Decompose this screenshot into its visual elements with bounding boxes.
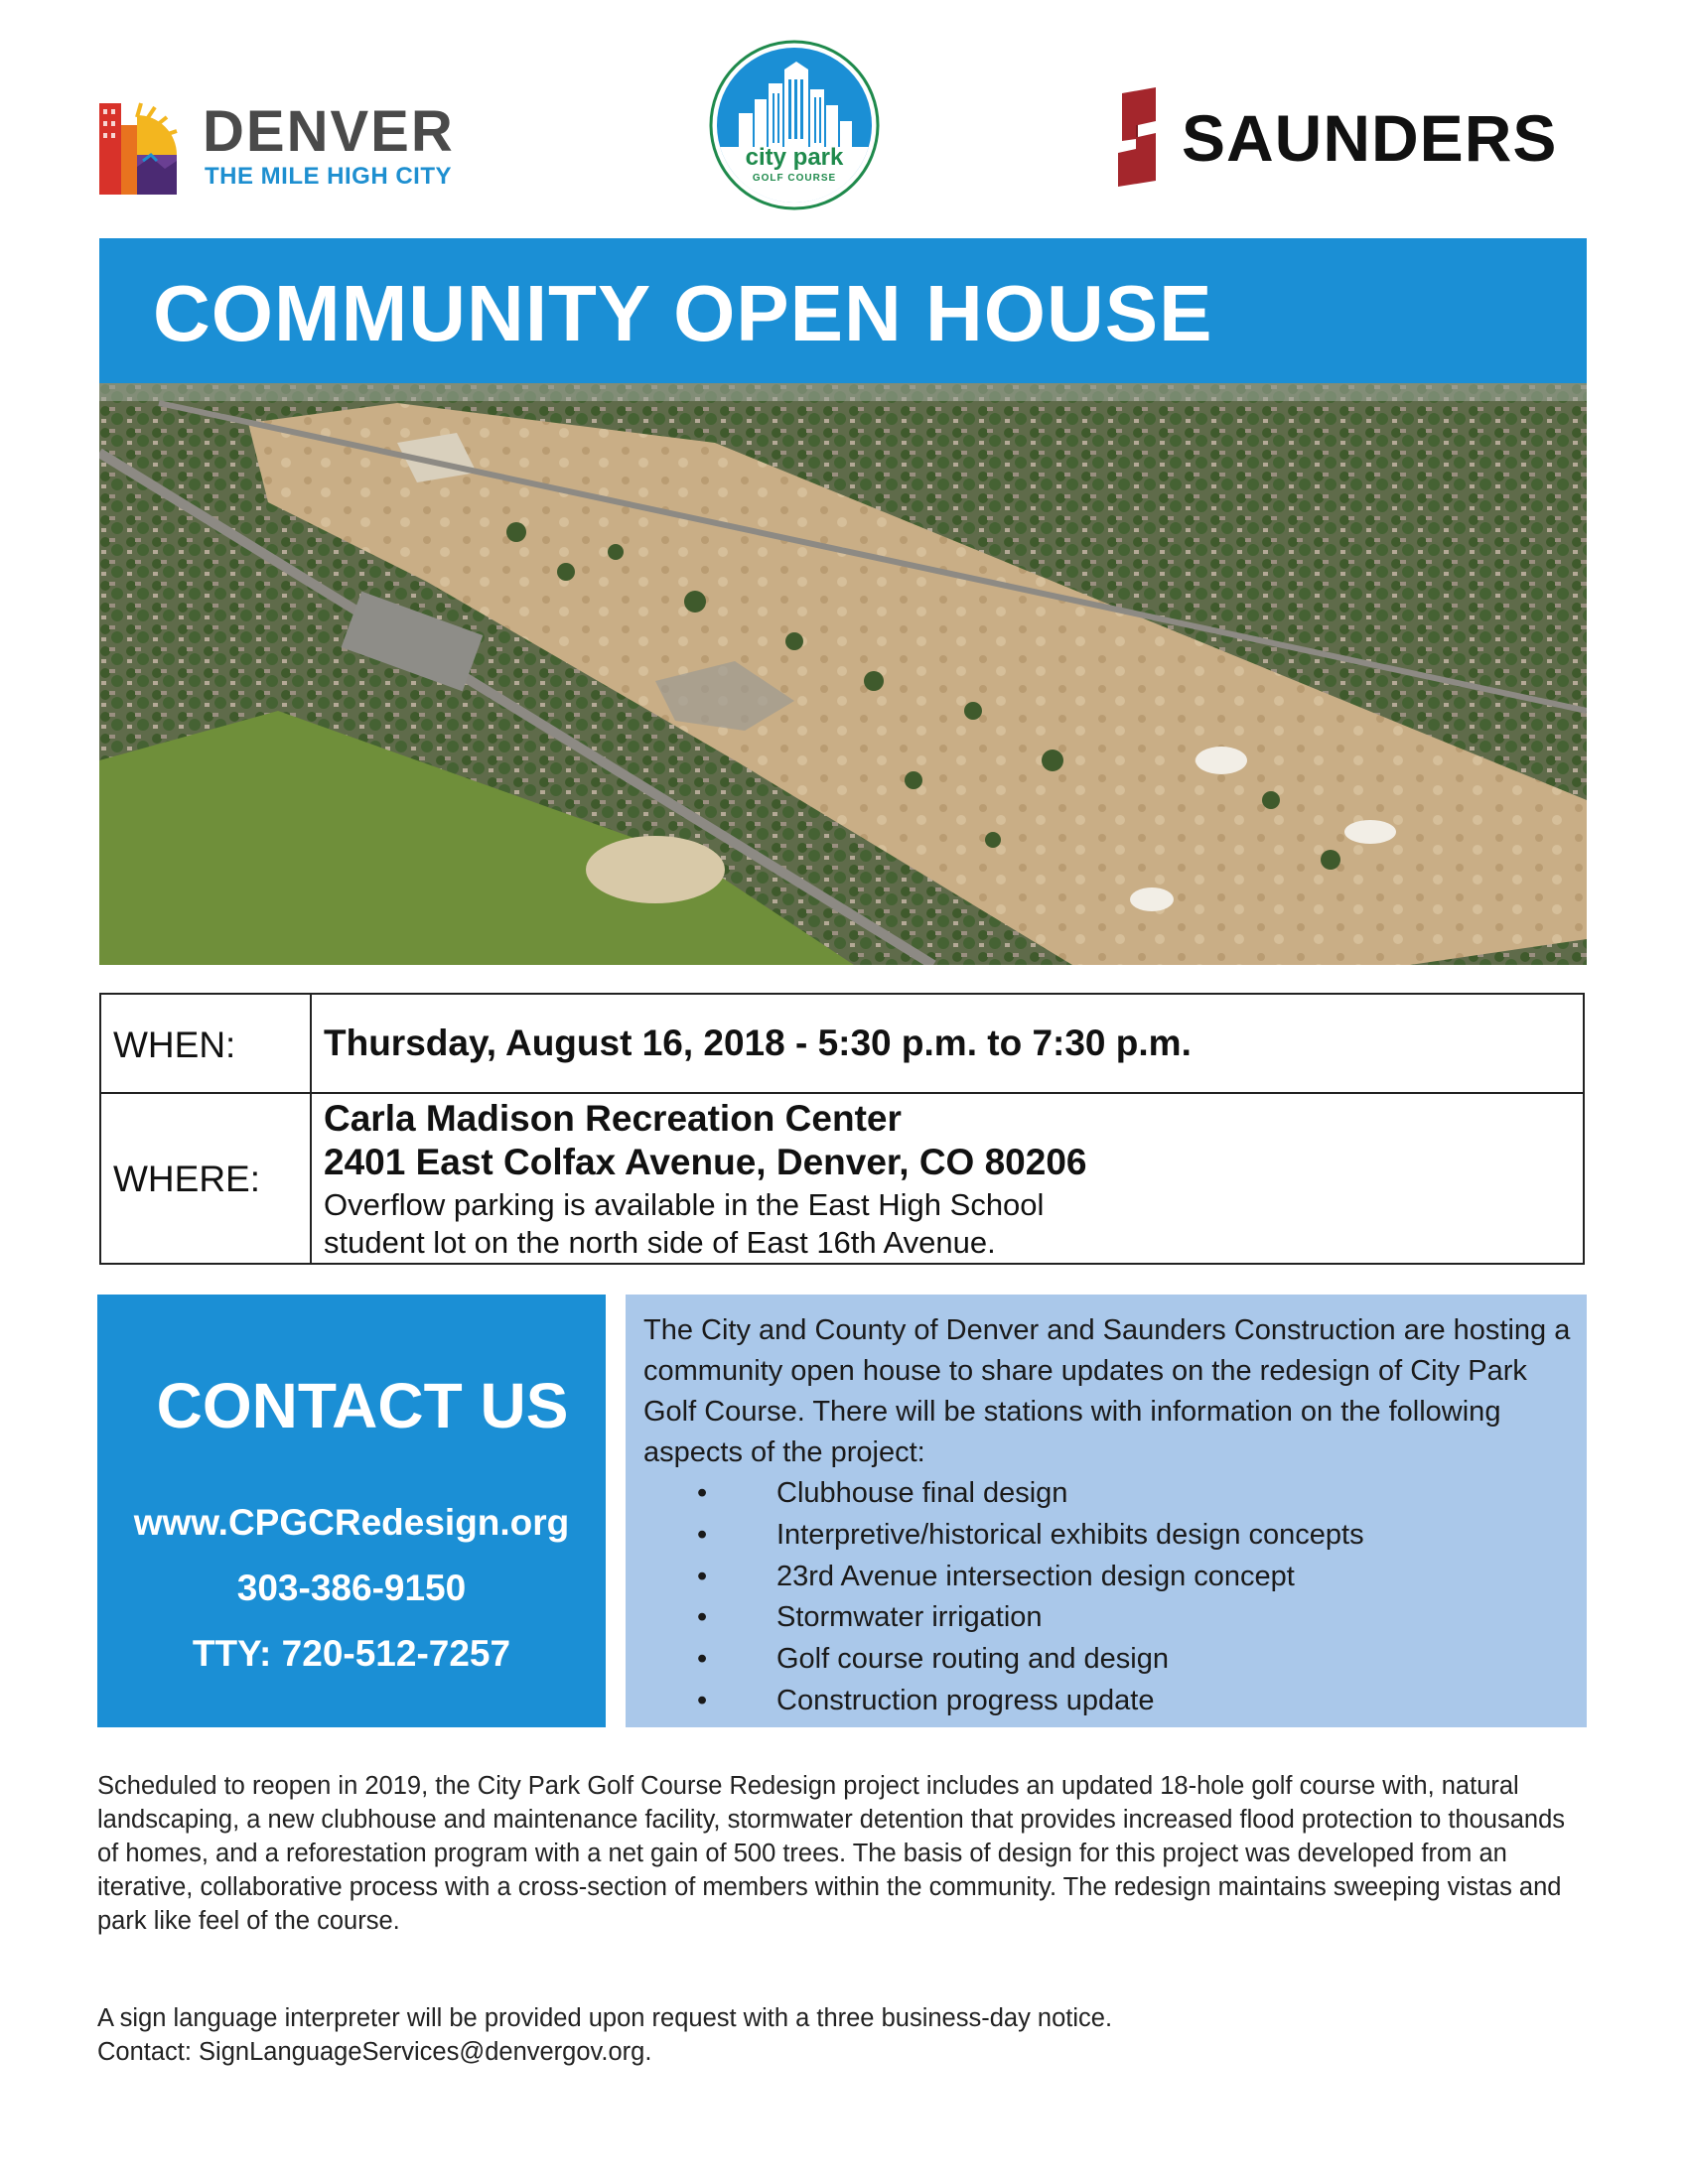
denver-tagline: THE MILE HIGH CITY: [205, 163, 452, 190]
denver-mark-icon: [99, 95, 179, 195]
list-item-label: 23rd Avenue intersection design concept: [776, 1560, 1295, 1592]
svg-text:GOLF COURSE: GOLF COURSE: [752, 173, 837, 184]
list-item: [697, 1597, 1364, 1639]
where-row: [101, 1094, 1583, 1263]
list-item-label: Construction progress update: [776, 1684, 1155, 1716]
contact-phone[interactable]: 303-386-9150: [236, 1568, 467, 1608]
aerial-photo: [99, 383, 1587, 965]
contact-box: [97, 1295, 606, 1727]
topics-list: [697, 1473, 1364, 1722]
saunders-mark-icon: [1112, 87, 1162, 187]
where-label-cell: [101, 1094, 312, 1263]
list-item: [697, 1515, 1364, 1557]
denver-wordmark: DENVER: [203, 99, 455, 164]
event-date-time: Thursday, August 16, 2018 - 5:30 p.m. to 7:30 p.m.: [324, 1023, 1192, 1063]
where-value-cell: [312, 1094, 1583, 1263]
bullet-icon: •: [697, 1560, 708, 1592]
event-details-table: [99, 993, 1585, 1265]
when-row: [101, 995, 1583, 1094]
list-item-label: Clubhouse final design: [776, 1477, 1068, 1509]
list-item-label: Golf course routing and design: [776, 1643, 1169, 1676]
svg-text:city park: city park: [745, 144, 844, 171]
venue-address: 2401 East Colfax Avenue, Denver, CO 80206: [324, 1142, 1087, 1182]
saunders-wordmark: SAUNDERS: [1182, 101, 1558, 175]
when-label: WHEN:: [113, 1024, 236, 1065]
project-summary: Scheduled to reopen in 2019, the City Park Golf Course Redesign project includes an updated 18-hole golf course with, natural landscaping, a new clubhouse and maintenance facility, stormwater detention that provides increased flood protection to thousands of homes, and a reforestation program with a net gain of 500 trees. The basis of design for this project was developed from an iterative, collaborative process with a cross-section of members within the community. The redesign maintains sweeping vistas and park like feel of the course.: [97, 1772, 1566, 1935]
bullet-icon: •: [697, 1518, 708, 1551]
notice-line-1: A sign language interpreter will be provided upon request with a three business-day notice.: [97, 2004, 1113, 2032]
where-label: WHERE:: [113, 1159, 260, 1199]
city-park-golf-course-logo: [709, 40, 880, 210]
list-item-label: Stormwater irrigation: [776, 1601, 1043, 1634]
accessibility-notice: [97, 2001, 1587, 2069]
when-label-cell: [101, 995, 312, 1092]
bullet-icon: •: [697, 1601, 708, 1634]
bullet-icon: •: [697, 1643, 708, 1676]
aerial-golf-course-photo-icon: [99, 383, 1587, 965]
contact-title: CONTACT US: [156, 1370, 569, 1441]
info-intro: The City and County of Denver and Saunders Construction are hosting a community open house to share updates on the redesign of City Park Golf Course. There will be stations with information on the following aspects of the project:: [643, 1314, 1571, 1468]
bullet-icon: •: [697, 1684, 708, 1716]
info-box: [626, 1295, 1587, 1727]
list-item-label: Interpretive/historical exhibits design concepts: [776, 1518, 1364, 1551]
list-item: [697, 1639, 1364, 1681]
header-banner: [99, 238, 1587, 383]
contact-tty[interactable]: TTY: 720-512-7257: [192, 1633, 511, 1674]
contact-website-link[interactable]: www.CPGCRedesign.org: [133, 1502, 570, 1543]
bullet-icon: •: [697, 1477, 708, 1509]
parking-note-line-2: student lot on the north side of East 16th Avenue.: [324, 1225, 996, 1260]
when-value-cell: [312, 995, 1583, 1092]
list-item: [697, 1557, 1364, 1598]
page-title: COMMUNITY OPEN HOUSE: [153, 269, 1213, 357]
list-item: [697, 1681, 1364, 1722]
list-item: [697, 1473, 1364, 1515]
parking-note-line-1: Overflow parking is available in the East High School: [324, 1187, 1045, 1222]
venue-name: Carla Madison Recreation Center: [324, 1098, 902, 1139]
notice-contact-email[interactable]: Contact: SignLanguageServices@denvergov.org.: [97, 2038, 652, 2066]
saunders-logo: [1112, 87, 1579, 187]
denver-logo: [99, 95, 457, 195]
